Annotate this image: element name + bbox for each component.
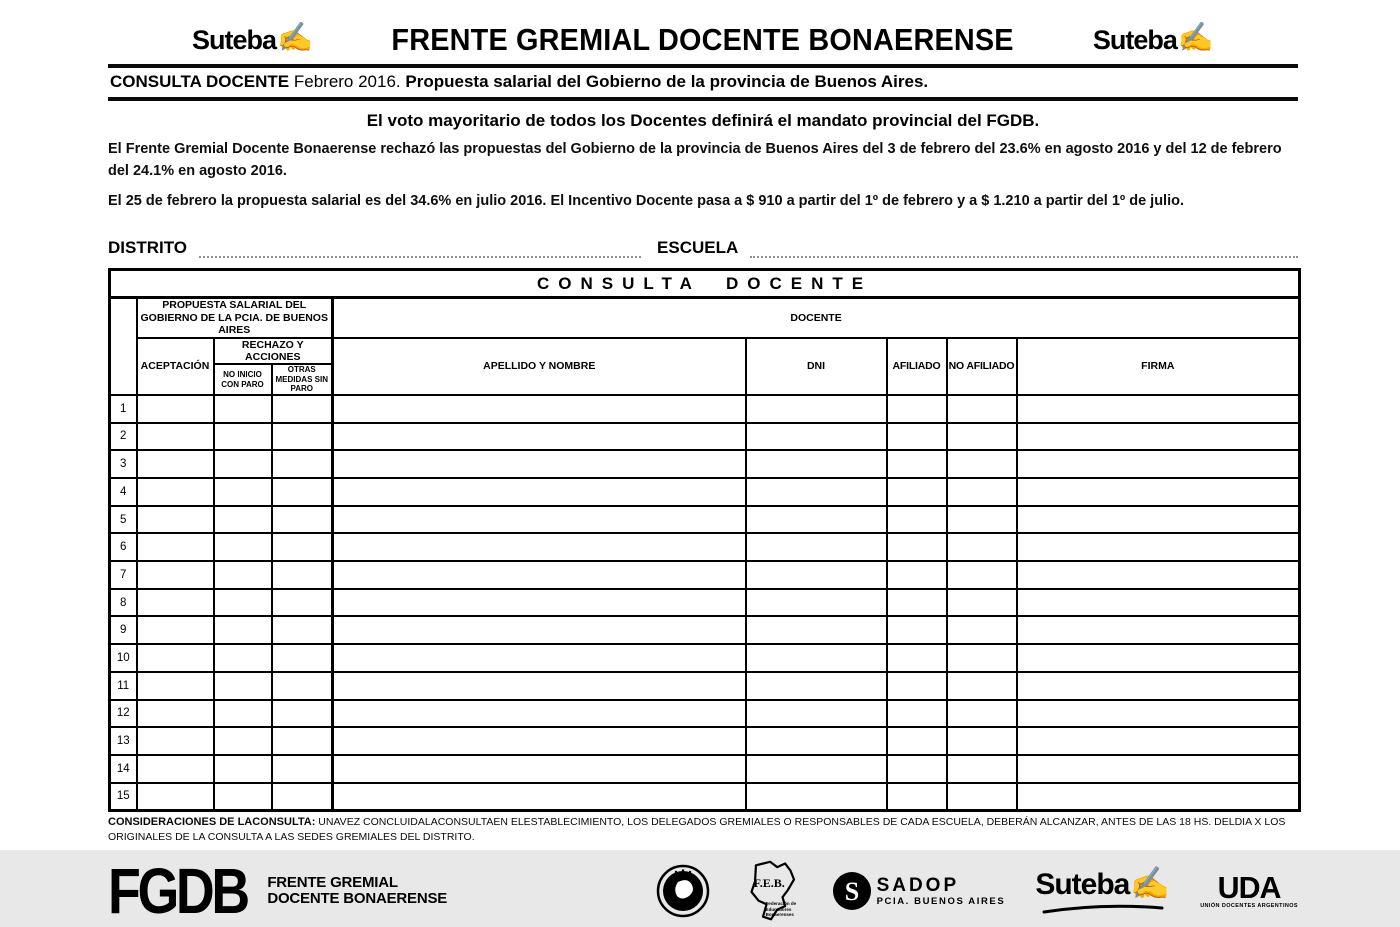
cell-no-afiliado[interactable] (947, 395, 1017, 423)
fgdb-caption-line1: FRENTE GREMIAL (267, 873, 398, 891)
col-header-no-afiliado: NO AFILIADO (947, 338, 1017, 395)
fgdb-caption (267, 875, 447, 908)
cell-dni[interactable] (746, 783, 887, 811)
cell-dni[interactable] (746, 755, 887, 783)
row-number: 5 (110, 506, 137, 534)
cell-no-inicio-con-paro[interactable] (214, 700, 272, 728)
cell-dni[interactable] (746, 450, 887, 478)
district-school-line (108, 236, 1298, 258)
table-row (110, 589, 1300, 617)
cell-apellido-nombre[interactable] (333, 395, 746, 423)
sadop-icon (832, 871, 872, 911)
cell-no-inicio-con-paro[interactable] (214, 616, 272, 644)
row-number: 12 (110, 700, 137, 728)
table-title: CONSULTA DOCENTE (110, 270, 1300, 298)
corner-cell (110, 298, 137, 395)
cell-aceptacion[interactable] (137, 533, 214, 561)
cell-otras-medidas-sin-paro[interactable] (272, 395, 333, 423)
cell-dni[interactable] (746, 727, 887, 755)
suteba-wordmark: Suteba (1035, 868, 1130, 902)
table-row (110, 506, 1300, 534)
consulta-subject: Propuesta salarial del Gobierno de la provincia de Buenos Aires. (405, 72, 929, 91)
cell-no-afiliado[interactable] (947, 700, 1017, 728)
cell-apellido-nombre[interactable] (333, 616, 746, 644)
fist-pencil-icon: ✍ (277, 21, 314, 54)
sadop-caption: PCIA. BUENOS AIRES (876, 895, 1006, 907)
col-header-no-inicio-con-paro: NO INICIO CON PARO (214, 364, 272, 395)
cell-apellido-nombre[interactable] (333, 644, 746, 672)
cell-no-afiliado[interactable] (947, 672, 1017, 700)
table-row (110, 616, 1300, 644)
cell-firma[interactable] (1017, 727, 1300, 755)
cell-no-afiliado[interactable] (947, 423, 1017, 451)
headline: El voto mayoritario de todos los Docentes definirá el mandato provincial del FGDB. (366, 111, 1040, 130)
cell-aceptacion[interactable] (137, 478, 214, 506)
table-row (110, 727, 1300, 755)
cell-no-inicio-con-paro[interactable] (214, 423, 272, 451)
cell-no-afiliado[interactable] (947, 506, 1017, 534)
suteba-logo-footer (1035, 865, 1171, 914)
fgdb-logo (108, 855, 448, 927)
table-row (110, 478, 1300, 506)
cell-firma[interactable] (1017, 672, 1300, 700)
cell-aceptacion[interactable] (137, 450, 214, 478)
group-header-docente: DOCENTE (333, 298, 1300, 338)
cell-apellido-nombre[interactable] (333, 672, 746, 700)
table-row (110, 700, 1300, 728)
uda-caption: UNIÓN DOCENTES ARGENTINOS (1200, 903, 1298, 910)
row-number: 4 (110, 478, 137, 506)
cell-no-afiliado[interactable] (947, 783, 1017, 811)
cell-no-afiliado[interactable] (947, 644, 1017, 672)
cell-aceptacion[interactable] (137, 506, 214, 534)
row-number: 8 (110, 589, 137, 617)
row-number: 14 (110, 755, 137, 783)
fgdb-caption-line2: DOCENTE BONAERENSE (267, 890, 448, 908)
cell-no-inicio-con-paro[interactable] (214, 783, 272, 811)
cell-otras-medidas-sin-paro[interactable] (272, 561, 333, 589)
cell-no-afiliado[interactable] (947, 616, 1017, 644)
row-number: 15 (110, 783, 137, 811)
cell-no-inicio-con-paro[interactable] (214, 395, 272, 423)
cell-afiliado[interactable] (887, 616, 947, 644)
escuela-field[interactable] (750, 236, 1298, 258)
consulta-date: Febrero 2016. (293, 72, 401, 91)
row-number: 11 (110, 672, 137, 700)
cell-afiliado[interactable] (887, 561, 947, 589)
row-number: 10 (110, 644, 137, 672)
cell-no-afiliado[interactable] (947, 755, 1017, 783)
cell-firma[interactable] (1017, 783, 1300, 811)
cell-firma[interactable] (1017, 589, 1300, 617)
cell-otras-medidas-sin-paro[interactable] (272, 423, 333, 451)
pct-24-1: 24.1% (132, 162, 175, 179)
uda-logo (1200, 870, 1298, 910)
cell-aceptacion[interactable] (137, 395, 214, 423)
table-row (110, 783, 1300, 811)
cell-apellido-nombre[interactable] (333, 561, 746, 589)
consulta-docente-label: CONSULTA DOCENTE (110, 72, 290, 91)
cell-otras-medidas-sin-paro[interactable] (272, 506, 333, 534)
cell-afiliado[interactable] (887, 644, 947, 672)
subtitle-line (108, 68, 1298, 97)
cell-afiliado[interactable] (887, 783, 947, 811)
cell-dni[interactable] (746, 533, 887, 561)
cell-firma[interactable] (1017, 533, 1300, 561)
cell-dni[interactable] (746, 672, 887, 700)
cell-afiliado[interactable] (887, 506, 947, 534)
paragraph-text: en agosto 2016. (174, 162, 287, 179)
cell-apellido-nombre[interactable] (333, 423, 746, 451)
cell-no-inicio-con-paro[interactable] (214, 450, 272, 478)
col-header-afiliado: AFILIADO (887, 338, 947, 395)
cell-dni[interactable] (746, 478, 887, 506)
suteba-wordmark: Suteba (192, 24, 277, 55)
cell-no-inicio-con-paro[interactable] (214, 506, 272, 534)
cell-otras-medidas-sin-paro[interactable] (272, 450, 333, 478)
considerations-label: CONSIDERACIONES DE LACONSULTA: (108, 816, 316, 829)
cell-dni[interactable] (746, 644, 887, 672)
fist-pencil-icon: ✍ (1130, 865, 1171, 902)
cell-otras-medidas-sin-paro[interactable] (272, 478, 333, 506)
cell-afiliado[interactable] (887, 450, 947, 478)
divider-subtitle (108, 97, 1298, 101)
group-header-propuesta: PROPUESTA SALARIAL DEL GOBIERNO DE LA PCIA. DE BUENOS AIRES (137, 298, 333, 338)
row-number: 3 (110, 450, 137, 478)
footer-logos (108, 855, 1298, 927)
cell-no-inicio-con-paro[interactable] (214, 755, 272, 783)
cell-aceptacion[interactable] (137, 616, 214, 644)
cell-aceptacion[interactable] (137, 783, 214, 811)
cell-no-inicio-con-paro[interactable] (214, 727, 272, 755)
cell-no-inicio-con-paro[interactable] (214, 478, 272, 506)
suteba-wordmark: Suteba (1092, 24, 1177, 55)
cell-afiliado[interactable] (887, 672, 947, 700)
paragraph-text: en agosto 2016 y del 12 de febrero del (108, 141, 1282, 179)
cell-dni[interactable] (746, 506, 887, 534)
cell-afiliado[interactable] (887, 727, 947, 755)
row-number: 6 (110, 533, 137, 561)
paragraph-propuesta: El 25 de febrero la propuesta salarial es del 34.6% en julio 2016. El Incentivo Docente pasa a $ 910 a partir del 1º de febrero y a $ 1.210 a partir del 1º de julio. (108, 192, 1184, 209)
table-row (110, 561, 1300, 589)
cell-apellido-nombre[interactable] (333, 700, 746, 728)
seal-icon (656, 864, 710, 918)
uda-wordmark: UDA (1217, 870, 1281, 906)
fgdb-wordmark: FGDB (108, 855, 247, 927)
cell-aceptacion[interactable] (137, 700, 214, 728)
cell-aceptacion[interactable] (137, 672, 214, 700)
cell-afiliado[interactable] (887, 700, 947, 728)
cell-dni[interactable] (746, 589, 887, 617)
cell-afiliado[interactable] (887, 478, 947, 506)
cell-otras-medidas-sin-paro[interactable] (272, 616, 333, 644)
row-number: 2 (110, 423, 137, 451)
cell-afiliado[interactable] (887, 755, 947, 783)
cell-firma[interactable] (1017, 561, 1300, 589)
cell-firma[interactable] (1017, 616, 1300, 644)
table-row (110, 450, 1300, 478)
cell-aceptacion[interactable] (137, 644, 214, 672)
cell-apellido-nombre[interactable] (333, 478, 746, 506)
cell-no-afiliado[interactable] (947, 589, 1017, 617)
cell-apellido-nombre[interactable] (333, 450, 746, 478)
fist-pencil-icon: ✍ (1177, 21, 1214, 54)
svg-text:S: S (844, 877, 859, 907)
cell-otras-medidas-sin-paro[interactable] (272, 700, 333, 728)
cell-firma[interactable] (1017, 478, 1300, 506)
swoosh-underline-icon (1042, 902, 1164, 914)
feb-logo (740, 860, 802, 922)
cell-firma[interactable] (1017, 423, 1300, 451)
table-row (110, 423, 1300, 451)
cell-afiliado[interactable] (887, 533, 947, 561)
considerations (108, 815, 1298, 844)
cell-firma[interactable] (1017, 450, 1300, 478)
cell-no-afiliado[interactable] (947, 478, 1017, 506)
feb-label: F.E.B. (753, 876, 785, 891)
table-row (110, 533, 1300, 561)
distrito-field[interactable] (199, 236, 641, 258)
cell-firma[interactable] (1017, 644, 1300, 672)
table-row (110, 755, 1300, 783)
cell-no-inicio-con-paro[interactable] (214, 561, 272, 589)
cell-firma[interactable] (1017, 506, 1300, 534)
row-number: 13 (110, 727, 137, 755)
cell-apellido-nombre[interactable] (333, 755, 746, 783)
cell-no-inicio-con-paro[interactable] (214, 672, 272, 700)
cell-otras-medidas-sin-paro[interactable] (272, 672, 333, 700)
cell-dni[interactable] (746, 395, 887, 423)
cell-otras-medidas-sin-paro[interactable] (272, 589, 333, 617)
col-header-dni: DNI (746, 338, 887, 395)
col-header-rechazo-acciones: RECHAZO Y ACCIONES (214, 338, 333, 364)
pct-23-6: 23.6% (999, 141, 1041, 157)
cell-dni[interactable] (746, 700, 887, 728)
sadop-label: SADOP (876, 874, 960, 896)
paragraph-text: El Frente Gremial Docente Bonaerense rechazó las propuestas del Gobierno de la provincia de Buenos Aires del 3 de febrero del (108, 141, 1000, 157)
row-number: 7 (110, 561, 137, 589)
cell-dni[interactable] (746, 616, 887, 644)
cell-apellido-nombre[interactable] (333, 783, 746, 811)
cell-otras-medidas-sin-paro[interactable] (272, 533, 333, 561)
sadop-logo (832, 871, 1006, 911)
cell-apellido-nombre[interactable] (333, 727, 746, 755)
cell-dni[interactable] (746, 561, 887, 589)
consulta-docente-table (108, 268, 1301, 812)
col-header-otras-medidas-sin-paro: OTRAS MEDIDAS SIN PARO (272, 364, 333, 395)
seal-logo (656, 864, 710, 918)
col-header-firma: FIRMA (1017, 338, 1300, 395)
cell-no-afiliado[interactable] (947, 727, 1017, 755)
cell-otras-medidas-sin-paro[interactable] (272, 783, 333, 811)
cell-aceptacion[interactable] (137, 727, 214, 755)
cell-otras-medidas-sin-paro[interactable] (272, 644, 333, 672)
cell-apellido-nombre[interactable] (333, 533, 746, 561)
row-number: 1 (110, 395, 137, 423)
cell-firma[interactable] (1017, 755, 1300, 783)
distrito-label: DISTRITO (108, 238, 188, 258)
suteba-logo-left (192, 21, 314, 56)
table-row (110, 644, 1300, 672)
cell-otras-medidas-sin-paro[interactable] (272, 727, 333, 755)
table-row (110, 672, 1300, 700)
cell-no-afiliado[interactable] (947, 450, 1017, 478)
cell-no-afiliado[interactable] (947, 561, 1017, 589)
masthead (108, 16, 1298, 64)
cell-firma[interactable] (1017, 395, 1300, 423)
consulta-table-body (110, 395, 1300, 811)
considerations-text: UNAVEZ CONCLUIDALACONSULTAEN ELESTABLECIMIENTO, LOS DELEGADOS GREMIALES O RESPONSABLES DE CADA ESCUELA, DEBERÁN ALCANZAR, ANTES DE LAS 18 HS. DELDIA X LOS ORIGINALES DE LA CONSULTA A LAS SEDES GREMIALES DEL DISTRITO. (108, 816, 1286, 844)
col-header-aceptacion: ACEPTACIÓN (137, 338, 214, 395)
cell-dni[interactable] (746, 423, 887, 451)
cell-aceptacion[interactable] (137, 561, 214, 589)
escuela-label: ESCUELA (657, 238, 739, 258)
feb-caption: Federación de Educadores Bonaerenses (765, 900, 797, 918)
cell-apellido-nombre[interactable] (333, 589, 746, 617)
cell-no-inicio-con-paro[interactable] (214, 644, 272, 672)
col-header-apellido-nombre: APELLIDO Y NOMBRE (333, 338, 746, 395)
row-number: 9 (110, 616, 137, 644)
cell-no-afiliado[interactable] (947, 533, 1017, 561)
page-title: FRENTE GREMIAL DOCENTE BONAERENSE (391, 22, 1015, 57)
cell-afiliado[interactable] (887, 423, 947, 451)
cell-no-inicio-con-paro[interactable] (214, 589, 272, 617)
cell-firma[interactable] (1017, 700, 1300, 728)
suteba-logo-right (1092, 21, 1214, 56)
table-row (110, 395, 1300, 423)
cell-no-inicio-con-paro[interactable] (214, 533, 272, 561)
cell-aceptacion[interactable] (137, 423, 214, 451)
cell-aceptacion[interactable] (137, 755, 214, 783)
cell-afiliado[interactable] (887, 395, 947, 423)
cell-afiliado[interactable] (887, 589, 947, 617)
cell-otras-medidas-sin-paro[interactable] (272, 755, 333, 783)
paragraph-rechazo (108, 139, 1298, 183)
cell-apellido-nombre[interactable] (333, 506, 746, 534)
cell-aceptacion[interactable] (137, 589, 214, 617)
